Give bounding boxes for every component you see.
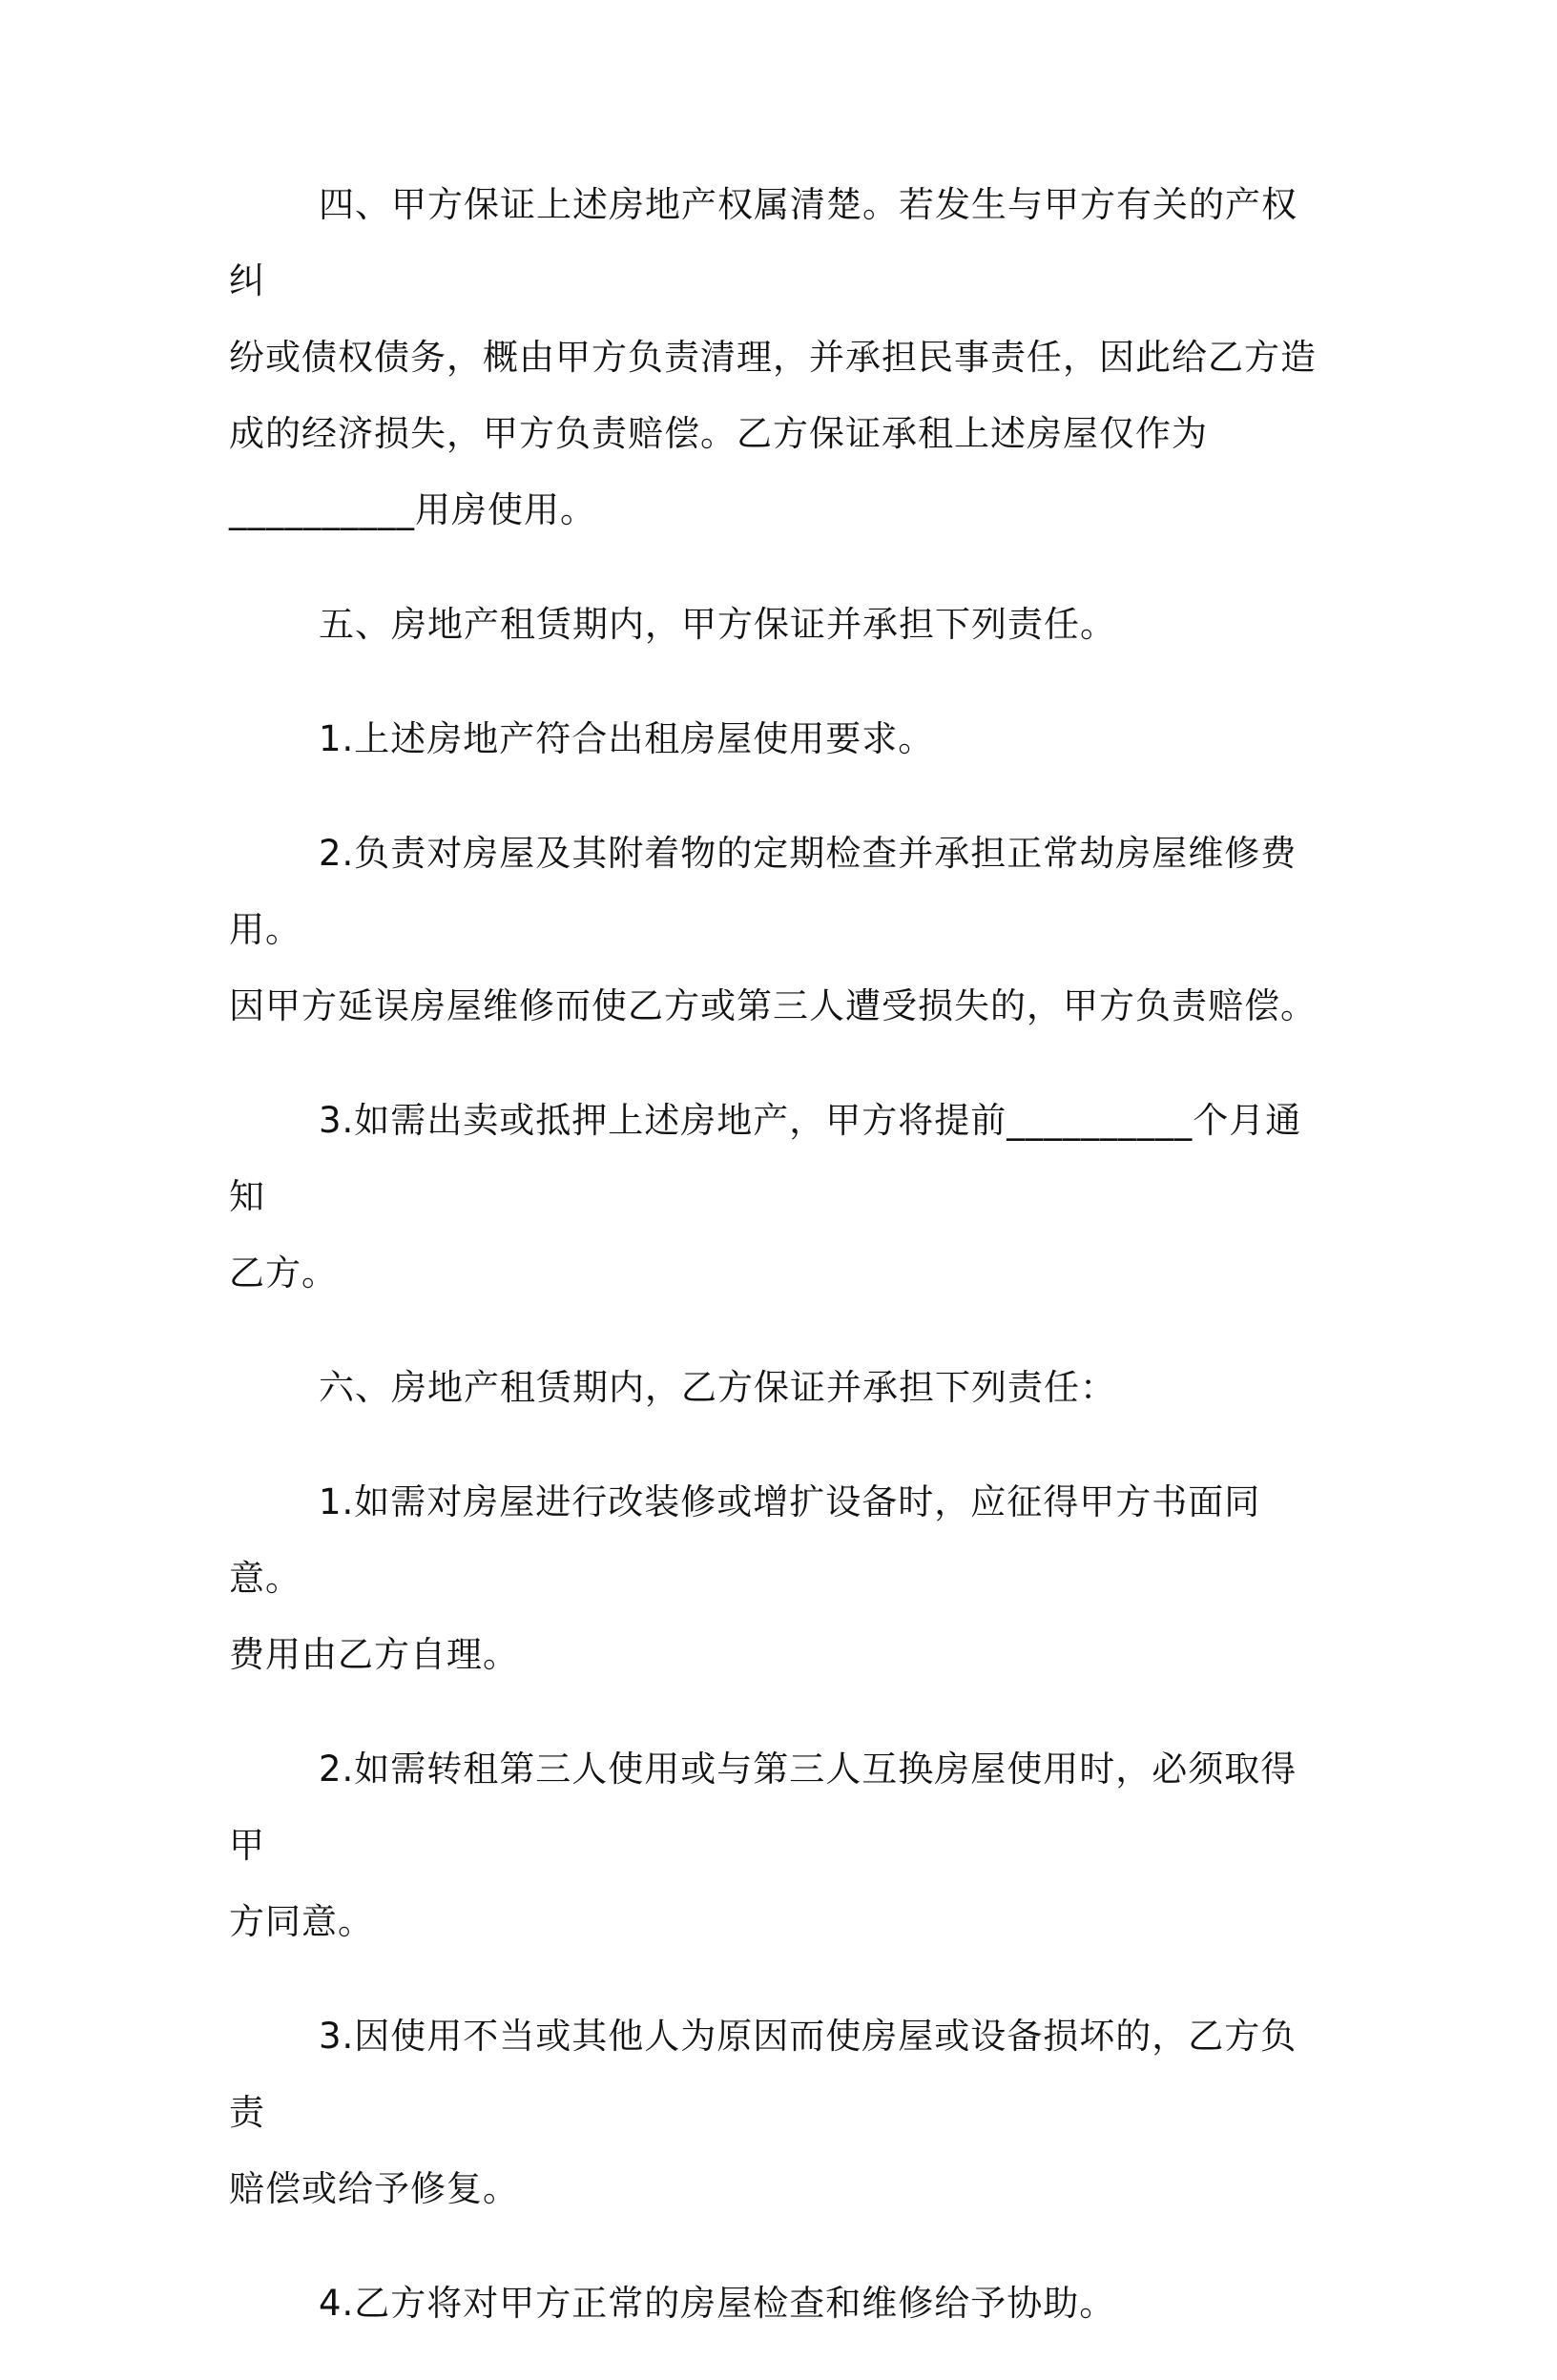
text-line: 4.乙方将对甲方正常的房屋检查和维修给予协助。 <box>319 2283 1116 2324</box>
text-line: 3.因使用不当或其他人为原因而使房屋或设备损坏的，乙方负责 <box>229 2016 1298 2133</box>
clause-4 <box>229 167 1317 548</box>
document-page <box>229 167 1317 2380</box>
text-line: 2.负责对房屋及其附着物的定期检查并承担正常劫房屋维修费用。 <box>229 833 1298 950</box>
clause-6-item-4 <box>229 2266 1317 2342</box>
text-line: __________用房使用。 <box>229 489 596 530</box>
text-line: 乙方。 <box>229 1252 338 1293</box>
clause-6-item-1 <box>229 1464 1317 1693</box>
text-line: 方同意。 <box>229 1901 374 1942</box>
clause-5-item-2 <box>229 816 1317 1045</box>
clause-5-item-1 <box>229 701 1317 777</box>
text-line: 1.上述房地产符合出租房屋使用要求。 <box>319 718 935 759</box>
text-line: 成的经济损失，甲方负责赔偿。乙方保证承租上述房屋仅作为 <box>229 413 1208 454</box>
clause-5-item-3 <box>229 1083 1317 1312</box>
clause-6-item-2 <box>229 1731 1317 1960</box>
clause-5-heading <box>229 587 1317 663</box>
text-line: 2.如需转租第三人使用或与第三人互换房屋使用时，必须取得甲 <box>229 1749 1298 1866</box>
text-line: 3.如需出卖或抵押上述房地产，甲方将提前__________个月通知 <box>229 1100 1302 1217</box>
clause-6-item-3 <box>229 1998 1317 2227</box>
text-line: 费用由乙方自理。 <box>229 1634 519 1675</box>
clause-6-heading <box>229 1350 1317 1426</box>
text-line: 纷或债权债务，概由甲方负责清理，并承担民事责任，因此给乙方造 <box>229 337 1317 378</box>
text-line: 五、房地产租赁期内，甲方保证并承担下列责任。 <box>319 604 1116 645</box>
text-line: 四、甲方保证上述房地产权属清楚。若发生与甲方有关的产权纠 <box>229 184 1298 301</box>
text-line: 六、房地产租赁期内，乙方保证并承担下列责任： <box>319 1367 1116 1408</box>
text-line: 因甲方延误房屋维修而使乙方或第三人遭受损失的，甲方负责赔偿。 <box>229 985 1317 1026</box>
text-line: 赔偿或给予修复。 <box>229 2168 519 2209</box>
text-line: 1.如需对房屋进行改装修或增扩设备时，应征得甲方书面同意。 <box>229 1481 1261 1599</box>
